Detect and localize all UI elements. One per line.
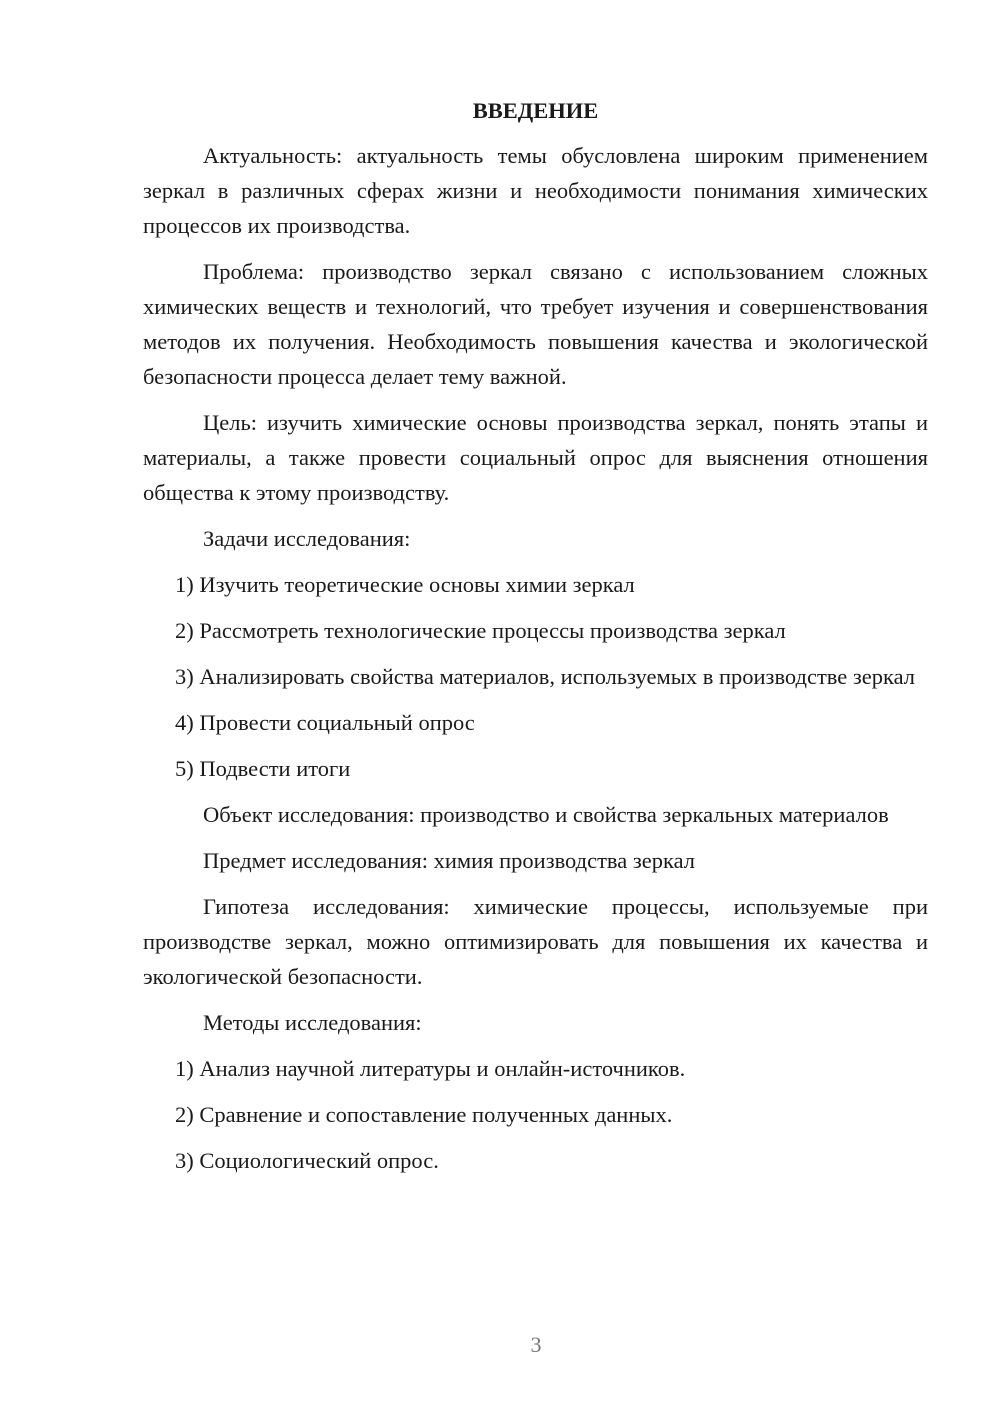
list-item: 3) Социологический опрос. [175,1148,439,1173]
list-item: 2) Сравнение и сопоставление полученных данных. [175,1102,673,1127]
methods-heading: Методы исследования: [203,1010,422,1035]
page-content [143,96,928,1189]
methods-list [143,1051,928,1178]
list-item: 5) Подвести итоги [175,756,351,781]
paragraph-subject: Предмет исследования: химия производства зеркал [203,848,695,873]
list-item: 3) Анализировать свойства материалов, используемых в производстве зеркал [175,664,916,689]
paragraph-relevance: Актуальность: актуальность темы обусловлена широким применением зеркал в различных сферах жизни и необходимости понимания химических процессов их производства. [143,143,928,238]
paragraph-hypothesis: Гипотеза исследования: химические процессы, используемые при производстве зеркал, можно оптимизировать для повышения их качества и экологической безопасности. [143,894,928,989]
paragraph-goal: Цель: изучить химические основы производства зеркал, понять этапы и материалы, а также провести социальный опрос для выяснения отношения общества к этому производству. [143,410,928,505]
list-item: 1) Анализ научной литературы и онлайн-источников. [175,1056,686,1081]
list-item: 1) Изучить теоретические основы химии зеркал [175,572,635,597]
tasks-heading: Задачи исследования: [203,526,411,551]
list-item: 4) Провести социальный опрос [175,710,475,735]
tasks-list [143,567,928,786]
list-item: 2) Рассмотреть технологические процессы производства зеркал [175,618,786,643]
section-title: ВВЕДЕНИЕ [472,98,599,123]
paragraph-problem: Проблема: производство зеркал связано с использованием сложных химических веществ и технологий, что требует изучения и совершенствования методов их получения. Необходимость повышения качества и экологической безопасности процесса делает тему важной. [143,259,928,389]
paragraph-object: Объект исследования: производство и свойства зеркальных материалов [203,802,889,827]
page-number: 3 [530,1332,542,1357]
